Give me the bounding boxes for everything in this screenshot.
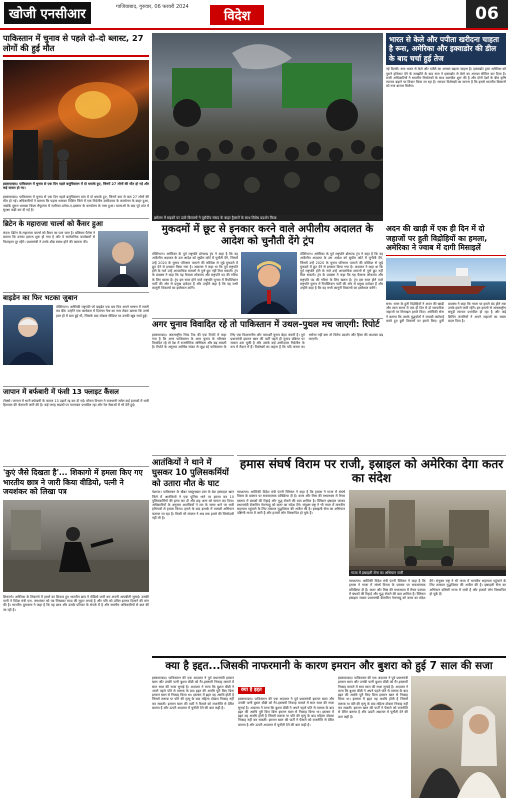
headline: आतंकियों ने थाने में घुसकर 10 पुलिसकर्मियों को उतारा मौत के घाट [152,457,229,488]
section-title: विदेश [210,5,264,25]
story-japan-snow [3,386,149,464]
headline: जापान में बर्फबारी में फंसी 13 फ्लाइट कैंसल [3,388,119,396]
imran-bushra-photo [411,676,506,798]
king-charles-photo [98,231,148,287]
blast-photo [3,60,149,180]
masthead [0,0,508,30]
story-pakistan-report [152,318,383,452]
story-pakistan-blasts [3,33,149,216]
headline: 'कुएं जैसे दिखता है'... शिकागो में हमला किए गए भारतीय छात्र ने जारी किया वीडियो, पत्नी ने जयशंकर को लिखा पत्र [3,468,143,497]
headline: मुकदमों में छूट से इनकार करने वाले अपीलीय अदालत के आदेश को चुनौती देंगे ट्रंप [161,224,374,248]
story-trump-appeal-block [152,224,383,316]
headline: क्या है इद्दत...जिसकी नाफरमानी के कारण इमरान और बुशरा को हुई 7 साल की सजा [165,660,493,672]
story-king-charles [3,218,149,290]
story-biden [3,292,149,384]
story-body-continued: वॉशिंगटन। अमेरिका के पूर्व राष्ट्रपति डोनाल्ड ट्रंप ने कहा है कि वह अपीलीय अदालत के उस आदेश को सुप्रीम कोर्ट में चुनौती देंगे, जिसमें उन्हें 2020 के चुनाव परिणाम पलटने की कोशिश से जुड़े मुकदमे में छूट देने से इनकार किया गया है। अदालत ने कहा था कि पूर्व राष्ट्रपति होने के नाते उन्हें आपराधिक मामलों से पूर्ण छूट नहीं मिल सकती। ट्रंप के प्रवक्ता ने कहा कि यह फैसला लोकतंत्र और राष्ट्रपति पद की गरिमा के लिए खतरा है। ट्रंप इस साल होने वाले राष्ट्रपति चुनाव में रिपब्लिकन पार्टी की ओर से प्रमुख दावेदार हैं और उन्होंने कहा है कि वह सभी कानूनी विकल्पों का इस्तेमाल करेंगे। [300,252,383,291]
subheading-box [238,676,334,798]
headline: भारत से केले और पपीता खरीदना चाहता है रूस, अमेरिका और इक्वाडोर की डील के बाद चर्चा हुई तेज [386,33,506,65]
dateline: गाजियाबाद, गुरुवार, 06 फरवरी 2024 [116,4,189,10]
story-body: वॉशिंगटन। अमेरिका के पूर्व राष्ट्रपति डोनाल्ड ट्रंप ने कहा है कि वह अपीलीय अदालत के उस आदेश को सुप्रीम कोर्ट में चुनौती देंगे, जिसमें उन्हें 2020 के चुनाव परिणाम पलटने की कोशिश से जुड़े मुकदमे में छूट देने से इनकार किया गया है। अदालत ने कहा था कि पूर्व राष्ट्रपति होने के नाते उन्हें आपराधिक मामलों से पूर्ण छूट नहीं मिल सकती। ट्रंप के प्रवक्ता ने कहा कि यह फैसला लोकतंत्र और राष्ट्रपति पद की गरिमा के लिए खतरा है। ट्रंप इस साल होने वाले राष्ट्रपति चुनाव में रिपब्लिकन पार्टी की ओर से प्रमुख दावेदार हैं और उन्होंने कहा है कि वह सभी कानूनी विकल्पों का इस्तेमाल करेंगे। [152,252,238,291]
story-body-continued: इस्लामाबाद। पाकिस्तान की एक अदालत ने पूर्व प्रधानमंत्री इमरान खान और उनकी पत्नी बुशरा बीबी को गैर-इस्लामी निकाह मामले में सात साल की सजा सुनाई है। अदालत ने माना कि बुशरा बीबी ने अपने पहले पति से तलाक के बाद इद्दत की अवधि पूरी किए बिना इमरान खान से निकाह किया था। इस्लाम में इद्दत वह अवधि होती है जिसमें तलाक या पति की मृत्यु के बाद महिला दोबारा निकाह नहीं कर सकती। इमरान खान की पार्टी ने फैसले को राजनीति से प्रेरित बताया है और ऊपरी अदालत में चुनौती देने की बात कही है। [338,676,408,719]
story-body: इस्लामाबाद। पाकिस्तान की एक अदालत ने पूर्व प्रधानमंत्री इमरान खान और उनकी पत्नी बुशरा बीबी को गैर-इस्लामी निकाह मामले में सात साल की सजा सुनाई है। अदालत ने माना कि बुशरा बीबी ने अपने पहले पति से तलाक के बाद इद्दत की अवधि पूरी किए बिना इमरान खान से निकाह किया था। इस्लाम में इद्दत वह अवधि होती है जिसमें तलाक या पति की मृत्यु के बाद महिला दोबारा निकाह नहीं कर सकती। इमरान खान की पार्टी ने फैसले को राजनीति से प्रेरित बताया है और ऊपरी अदालत में चुनौती देने की बात कही है। [152,676,234,711]
ship-photo [386,258,506,300]
photo-caption: गाजा में इस्राइली सेना का अभियान जारी [349,570,506,576]
story-hamas-ceasefire [237,455,506,653]
photo-caption: ब्रसेल्स में सड़कों पर उतरे किसानों ने यूरोपीय संसद के बाहर ट्रैक्टरों के साथ विरोध प्रदर्शन किया [152,215,383,221]
story-russia-banana [386,33,506,221]
subheading: क्या है इद्दत [238,687,265,694]
story-body: नई दिल्ली। रूस भारत से केले और पपीते का आयात बढ़ाना चाहता है। इक्वाडोर द्वारा अमेरिका को पुराने हथियार देने के समझौते के बाद रूस ने इक्वाडोर से केले का आयात सीमित कर दिया है। रूसी अधिकारियों ने भारतीय निर्यातकों के साथ बातचीत शुरू की है और दोनों देशों के बीच कृषि व्यापार बढ़ाने पर विचार किया जा रहा है। व्यापार विशेषज्ञों का मानना है कि इससे भारतीय किसानों को नया बाजार मिलेगा। [386,67,506,89]
story-body: पेशावर। पाकिस्तान के खैबर पख्तूनख्वा प्रांत के डेरा इस्माइल खान जिले में आतंकियों ने एक पुलिस थाने पर हमला कर 10 पुलिसकर्मियों की हत्या कर दी और छह अन्य को घायल कर दिया। अधिकारियों के अनुसार आतंकियों ने रात के समय थाने पर भारी हथियारों से हमला किया। हमले के बाद इलाके में तलाशी अभियान चलाया जा रहा है। किसी भी संगठन ने अब तक हमले की जिम्मेदारी नहीं ली है। [152,490,234,520]
headline: बाइडेन का फिर भटका जुबान [3,294,78,302]
story-body: यरुशलम। अमेरिकी विदेश मंत्री एंटनी ब्लिंकन ने कहा है कि हमास ने गाजा में संघर्ष विराम के प्रस्ताव पर सकारात्मक प्रतिक्रिया दी है। कतर और मिस्र की मध्यस्थता में तैयार प्रस्ताव में बंधकों की रिहाई और युद्ध रोकने की बात शामिल है। ब्लिंकन इस्राइल जाकर प्रधानमंत्री बेंजामिन नेतन्याहू को कतर का संदेश देंगे। संयुक्त राष्ट्र ने भी गाजा में मानवीय सहायता पहुंचाने के लिए तत्काल युद्धविराम की अपील की है। इस्राइली सेना का अभियान दक्षिणी गाजा में जारी है और हजारों लोग विस्थापित हो चुके हैं। [237,490,345,516]
story-body-continued: यरुशलम। अमेरिकी विदेश मंत्री एंटनी ब्लिंकन ने कहा है कि हमास ने गाजा में संघर्ष विराम के प्रस्ताव पर सकारात्मक प्रतिक्रिया दी है। कतर और मिस्र की मध्यस्थता में तैयार प्रस्ताव में बंधकों की रिहाई और युद्ध रोकने की बात शामिल है। ब्लिंकन इस्राइल जाकर प्रधानमंत्री बेंजामिन नेतन्याहू को कतर का संदेश देंगे। संयुक्त राष्ट्र ने भी गाजा में मानवीय सहायता पहुंचाने के लिए तत्काल युद्धविराम की अपील की है। इस्राइली सेना का अभियान दक्षिणी गाजा में जारी है और हजारों लोग विस्थापित हो चुके हैं। [349,579,506,601]
story-iddat [152,656,506,798]
story-caption: इस्लामाबाद। पाकिस्तान में चुनाव से एक दिन पहले बलूचिस्तान में दो धमाके हुए, जिनमें 27 लोगों की मौत हो गई और कई घायल हो गए। [3,182,149,191]
story-body: टोक्यो। जापान में भारी बर्फबारी के कारण 13 उड़ानें रद्द कर दी गईं। मौसम विभाग ने राजधानी समेत कई इलाकों में भारी हिमपात की चेतावनी जारी की है। कई जगह सड़कों पर यातायात प्रभावित रहा और रेल सेवाओं में भी देरी हुई। [3,399,149,408]
page-number: 06 [466,0,508,28]
story-body: वॉशिंगटन। अमेरिकी राष्ट्रपति जो बाइडेन एक बार फिर अपने भाषण में गलती कर बैठे। उन्होंने एक कार्यक्रम में दिवंगत नेता का नाम लेकर बताया कि उनसे हाल ही में बात हुई थी, जिसके बाद सोशल मीडिया पर उनकी खूब चर्चा हुई। [56,305,149,318]
newspaper-brand: खोजी एनसीआर [4,2,91,24]
story-police-attack [152,455,234,653]
headline: ब्रिटेन के महाराजा चार्ल्स को कैंसर हुआ [3,220,103,228]
biden-photo [3,305,53,365]
story-body: इस्लामाबाद। पाकिस्तान में चुनाव से एक दिन पहले बलूचिस्तान प्रांत में दो धमाके हुए, जिनमें कम से कम 27 लोगों की मौत हो गई। अधिकारियों ने बताया कि पहला धमाका पिशिन जिले में एक निर्दलीय उम्मीदवार के कार्यालय के बाहर हुआ, जबकि दूसरा धमाका किला सैफुल्ला में जमीयत उलेमा-ए-इस्लाम के कार्यालय के पास हुआ। घटनाओं के बाद पूरे प्रांत में सुरक्षा कड़ी कर दी गई है। [3,195,149,212]
story-body: सना। यमन के हूती विद्रोहियों ने अदन की खाड़ी और लाल सागर में एक ही दिन में दो व्यापारिक जहाजों पर मिसाइल हमले किए। अमेरिकी सेना ने बताया कि उसके युद्धपोतों ने जवाबी कार्रवाई करते हुए हूती ठिकानों पर हमले किए। हूती प्रवक्ता ने कहा कि गाजा पर हमले बंद होने तक उनके हमले जारी रहेंगे। इन हमलों से अंतरराष्ट्रीय समुद्री व्यापार प्रभावित हो रहा है और कई शिपिंग कंपनियों ने अपने जहाजों का रास्ता बदल दिया है। [386,301,506,323]
subheading-body: इस्लामाबाद। पाकिस्तान की एक अदालत ने पूर्व प्रधानमंत्री इमरान खान और उनकी पत्नी बुशरा बीबी को गैर-इस्लामी निकाह मामले में सात साल की सजा सुनाई है। अदालत ने माना कि बुशरा बीबी ने अपने पहले पति से तलाक के बाद इद्दत की अवधि पूरी किए बिना इमरान खान से निकाह किया था। इस्लाम में इद्दत वह अवधि होती है जिसमें तलाक या पति की मृत्यु के बाद महिला दोबारा निकाह नहीं कर सकती। इमरान खान की पार्टी ने फैसले को राजनीति से प्रेरित बताया है और ऊपरी अदालत में चुनौती देने की बात कही है। [238,697,334,727]
headline: अगर चुनाव विवादित रहे तो पाकिस्तान में उथल–पुथल मच जाएगी: रिपोर्ट [152,320,380,330]
headline: हमास संघर्ष विराम पर राजी, इस्राइल को अमेरिका देगा कतर का संदेश [239,457,504,486]
attack-video-still [3,500,149,592]
trump-photo [241,252,297,314]
story-body: इस्लामाबाद। अंतरराष्ट्रीय थिंक टैंक की एक रिपोर्ट में कहा गया है कि अगर पाकिस्तान के आम चुनाव के परिणाम विवादित रहे तो देश में राजनीतिक अस्थिरता और बढ़ सकती है। रिपोर्ट के अनुसार आर्थिक संकट से जूझ रहे पाकिस्तान के लिए एक विश्वसनीय और पारदर्शी चुनाव बेहद जरूरी है। पूर्व प्रधानमंत्री इमरान खान की पार्टी पहले ही चुनाव प्रक्रिया पर सवाल उठा चुकी है और उसके कई उम्मीदवार निर्दलीय के रूप में मैदान में हैं। विशेषज्ञों का कहना है कि यदि जनता का भरोसा नहीं बना तो विरोध प्रदर्शन और हिंसा की आशंका बढ़ जाएगी। [152,332,383,350]
story-chicago-student [3,466,149,796]
story-body: शिकागो। अमेरिका के शिकागो में हमले का शिकार हुए भारतीय छात्र ने वीडियो जारी कर अपनी आपबीती सुनाई। उसकी पत्नी ने विदेश मंत्री एस. जयशंकर को पत्र लिखकर मदद की गुहार लगाई है और पति को उचित इलाज दिलाने की मांग की है। भारतीय दूतावास ने कहा है कि वह छात्र और उसके परिवार के संपर्क में है और स्थानीय अधिकारियों से बात की जा रही है। [3,594,149,612]
farmers-protest-photo [152,33,383,221]
story-houthi-attacks [386,224,506,452]
headline: पाकिस्तान में चुनाव से पहले दो–दो ब्लास्ट, 27 लोगों की हुई मौत [3,33,149,57]
story-body: लंदन। ब्रिटेन के महाराजा चार्ल्स को कैंसर का पता चला है। बकिंघम पैलेस ने बताया कि उनका इलाज शुरू हो गया है और वे सार्वजनिक कार्यक्रमों से फिलहाल दूर रहेंगे। प्रधानमंत्री ने उनके शीघ्र स्वस्थ होने की कामना की। [3,231,95,244]
headline: अदन की खाड़ी में एक ही दिन में दो जहाजों पर हुती विद्रोहियों का हमला, अमेरिका ने ज्वाब में दागी मिसाइलें [386,224,506,256]
gaza-photo [349,490,506,576]
